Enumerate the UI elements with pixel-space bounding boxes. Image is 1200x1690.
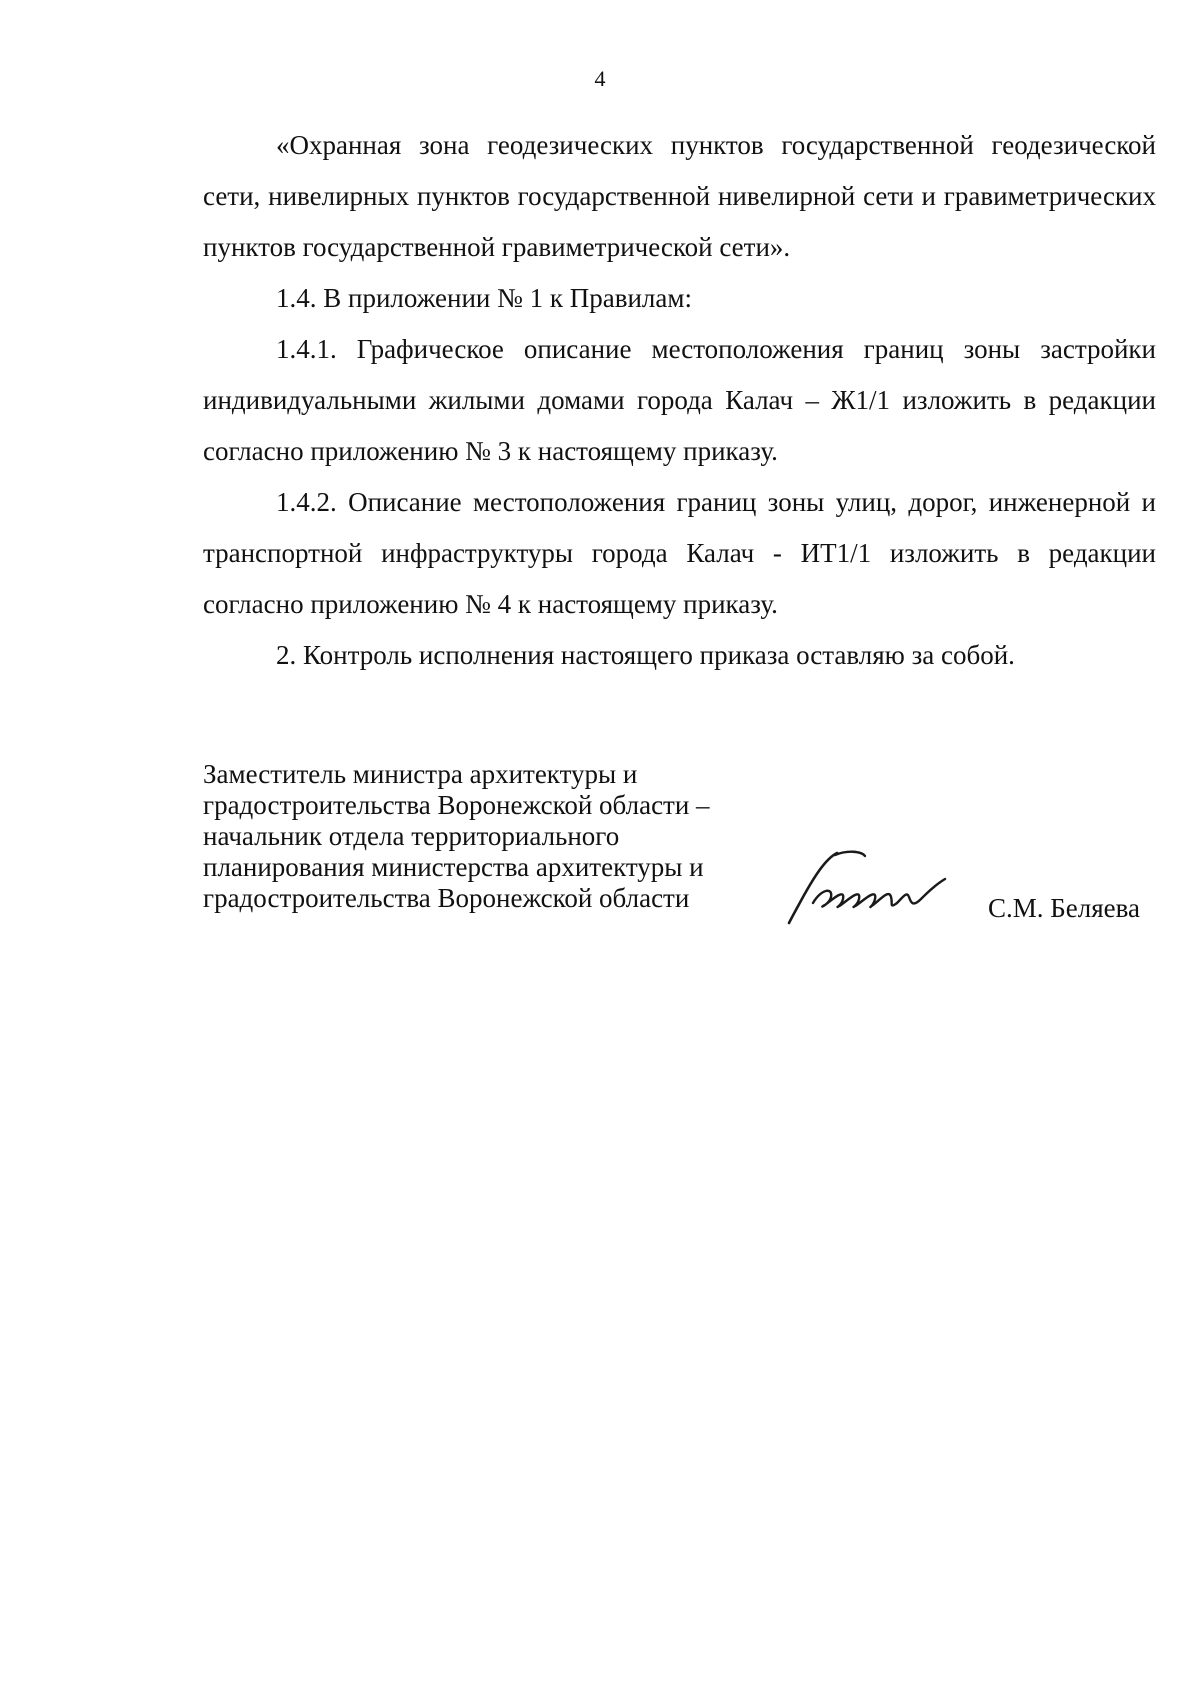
signatory-position-line: планирования министерства архитектуры и (203, 852, 704, 882)
paragraph-1-4-2: 1.4.2. Описание местоположения границ зоны улиц, дорог, инженерной и транспортной инфраструктуры города Калач - ИТ1/1 изложить в редакции согласно приложению № 4 к настоящему приказу. (203, 487, 1156, 619)
signatory-position-line: градостроительства Воронежской области (203, 883, 690, 913)
document-body (203, 120, 1156, 681)
paragraph-2: 2. Контроль исполнения настоящего приказа оставляю за собой. (276, 640, 1015, 670)
signer-name: С.М. Беляева (988, 893, 1141, 923)
paragraph-protection-zone: «Охранная зона геодезических пунктов государственной геодезической сети, нивелирных пунктов государственной нивелирной сети и гравиметрических пунктов государственной гравиметрической сети». (203, 130, 1156, 262)
paragraph-1-4-1: 1.4.1. Графическое описание местоположения границ зоны застройки индивидуальными жилыми домами города Калач – Ж1/1 изложить в редакции согласно приложению № 3 к настоящему приказу. (203, 334, 1156, 466)
signatory-position-line: градостроительства Воронежской области – (203, 790, 710, 820)
handwritten-signature (785, 845, 955, 927)
page-number: 4 (594, 66, 606, 91)
signatory-position-line: Заместитель министра архитектуры и (203, 759, 638, 789)
paragraph-1-4: 1.4. В приложении № 1 к Правилам: (276, 283, 692, 313)
signatory-position (203, 759, 763, 914)
signatory-position-line: начальник отдела территориального (203, 821, 620, 851)
